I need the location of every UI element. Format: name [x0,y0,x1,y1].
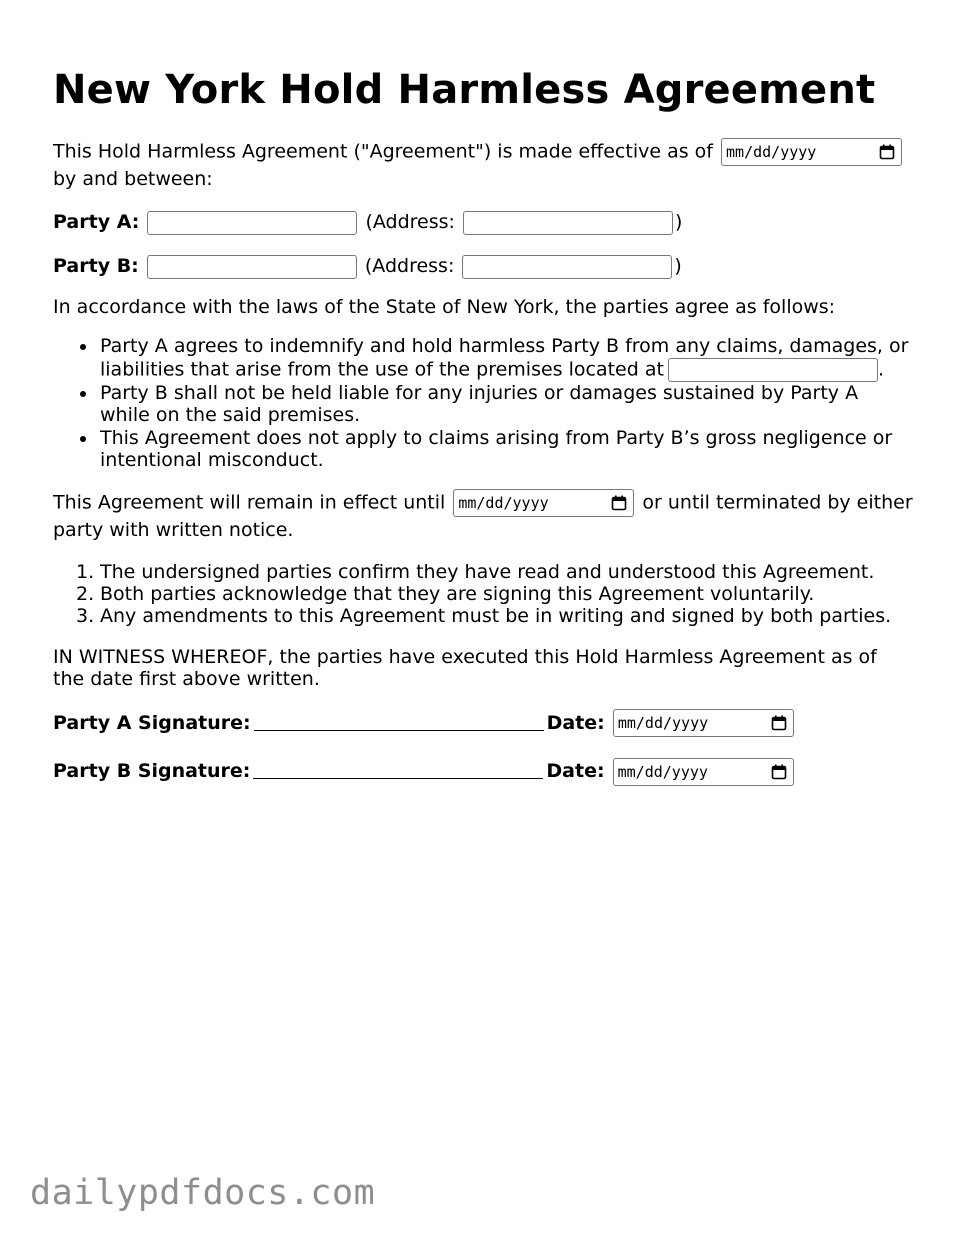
party-a-signature-field[interactable] [254,710,544,731]
party-a-date-input[interactable] [613,709,794,737]
party-b-address-label: (Address: [364,255,455,277]
calendar-icon[interactable] [611,495,627,511]
page-title: New York Hold Harmless Agreement [53,67,876,113]
party-a-address-close: ) [674,211,683,233]
party-a-signature-line [53,708,913,738]
intro-text: This Hold Harmless Agreement ("Agreement") is made effective as of [53,140,713,163]
document-page [53,0,913,786]
list-item [100,335,913,382]
party-b-name-input[interactable] [147,255,357,279]
end-date-input[interactable] [453,489,634,517]
list-item [76,560,913,583]
ack-number: 2. [76,582,95,605]
party-a-date-placeholder: mm/dd/yyyy [617,714,709,732]
term-2-text: Party B shall not be held liable for any injuries or damages sustained by Party A while on the said premises. [100,381,859,426]
party-a-signature-label: Party A Signature: [53,711,251,734]
ack-number: 3. [76,604,95,627]
list-item [100,427,913,472]
terms-list [53,335,913,472]
ack-text: The undersigned parties confirm they have read and understood this Agreement. [100,560,875,583]
duration-paragraph [53,489,913,544]
term-1-text: Party A agrees to indemnify and hold harmless Party B from any claims, damages, or liabilities that arise from the use of the premises located at [100,335,909,380]
effective-date-placeholder: mm/dd/yyyy [726,143,817,161]
end-date-placeholder: mm/dd/yyyy [458,493,549,512]
intro-paragraph [53,138,913,193]
party-b-signature-field[interactable] [253,758,543,779]
party-b-label: Party B: [53,255,139,277]
calendar-icon[interactable] [771,764,787,780]
watermark: dailypdfdocs.com [30,1173,376,1213]
party-a-name-input[interactable] [147,211,357,235]
party-b-address-input[interactable] [462,255,672,279]
term-3-text: This Agreement does not apply to claims arising from Party B’s gross negligence or intentional misconduct. [100,426,893,471]
party-b-date-placeholder: mm/dd/yyyy [617,762,708,781]
party-a-label: Party A: [53,211,140,233]
ack-text: Both parties acknowledge that they are signing this Agreement voluntarily. [100,582,815,605]
duration-text-continued: or until terminated by either party with written notice. [53,491,913,541]
party-b-line [53,253,913,280]
ack-text: Any amendments to this Agreement must be in writing and signed by both parties. [100,604,892,627]
party-a-date-label: Date: [546,711,605,734]
list-item [100,382,913,427]
party-a-address-input[interactable] [463,211,673,235]
party-b-date-label: Date: [546,760,605,782]
calendar-icon[interactable] [771,715,787,731]
list-item [76,582,913,605]
calendar-icon[interactable] [879,144,895,160]
list-item [76,604,913,627]
duration-text: This Agreement will remain in effect until [53,491,446,513]
effective-date-input[interactable] [721,138,902,166]
party-b-signature-line [53,756,913,786]
intro-text-continued: by and between: [53,168,213,190]
party-b-address-close: ) [674,255,682,277]
party-b-date-input[interactable] [613,758,794,786]
premises-location-input[interactable] [668,358,878,382]
acknowledgements-list [53,561,913,627]
party-b-signature-label: Party B Signature: [53,760,251,782]
party-a-address-label: (Address: [365,211,455,233]
term-1-period: . [877,358,884,380]
accordance-paragraph: In accordance with the laws of the State of New York, the parties agree as follows: [53,296,836,318]
witness-paragraph: IN WITNESS WHEREOF, the parties have executed this Hold Harmless Agreement as of the date first above written. [53,645,877,690]
ack-number: 1. [76,560,95,583]
party-a-line [53,209,913,236]
